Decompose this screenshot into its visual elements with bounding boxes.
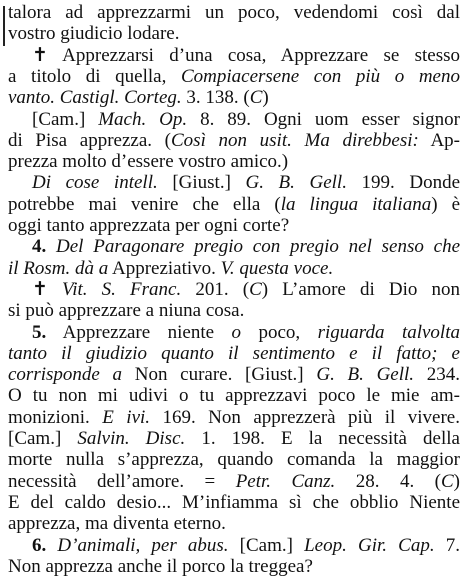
text-line: necessità dell’amore. = Petr. Canz. 28. 4. (C) — [8, 470, 460, 492]
text-line: ✝ Vit. S. Franc. 201. (C) L’amore di Dio non — [32, 278, 460, 300]
text-line: apprezza, ma diventa eterno. — [8, 513, 226, 535]
text-line: O tu non mi udivi o tu apprezzavi poco le mie am- — [8, 385, 460, 407]
text-line: E del caldo desio... M’infiamma sì che obblio Niente — [8, 491, 460, 513]
text-line: 5. Apprezzare niente o poco, riguarda talvolta — [32, 321, 460, 343]
text-line: prezza molto d’essere vostro amico.) — [8, 151, 289, 173]
text-line: vostro giudicio lodare. — [8, 23, 180, 45]
text-line: [Cam.] Mach. Op. 8. 89. Ogni uom esser signor — [32, 108, 460, 130]
text-line: vanto. Castigl. Corteg. 3. 138. (C) — [8, 87, 269, 109]
text-line: Di cose intell. [Giust.] G. B. Gell. 199. Donde — [32, 172, 460, 194]
text-line: [Cam.] Salvin. Disc. 1. 198. E la necessità della — [8, 428, 460, 449]
text-line: corrisponde a Non curare. [Giust.] G. B. Gell. 234. — [8, 364, 460, 386]
text-line: a titolo di quella, Compiacersene con più o meno — [8, 65, 460, 87]
text-line: oggi tanto apprezzata per ogni corte? — [8, 215, 290, 236]
text-line: ✝ Apprezzarsi d’una cosa, Apprezzare se stesso — [32, 44, 460, 66]
text-line: si può apprezzare a niuna cosa. — [8, 300, 245, 322]
margin-rule — [3, 6, 5, 46]
text-line: potrebbe mai venire che ella (la lingua italiana) è — [8, 193, 460, 215]
text-line: morte nulla s’apprezza, quando comanda la maggior — [8, 449, 460, 471]
text-line: di Pisa apprezza. (Così non usit. Ma direbbesi: Ap- — [8, 129, 460, 151]
text-line: tanto il giudizio quanto il sentimento e il fatto; e — [8, 342, 460, 364]
text-line: Non apprezza anche il porco la treggea? — [8, 555, 313, 577]
text-line: talora ad apprezzarmi un poco, vedendomi così dal — [8, 2, 460, 23]
text-line: il Rosm. dà a Appreziativo. V. questa voce. — [8, 257, 334, 279]
text-line: monizioni. E ivi. 169. Non apprezzerà più il vivere. — [8, 406, 460, 428]
text-line: 4. Del Paragonare pregio con pregio nel senso che — [32, 236, 460, 258]
text-line: 6. D’animali, per abus. [Cam.] Leop. Gir. Cap. 7. — [32, 534, 460, 556]
